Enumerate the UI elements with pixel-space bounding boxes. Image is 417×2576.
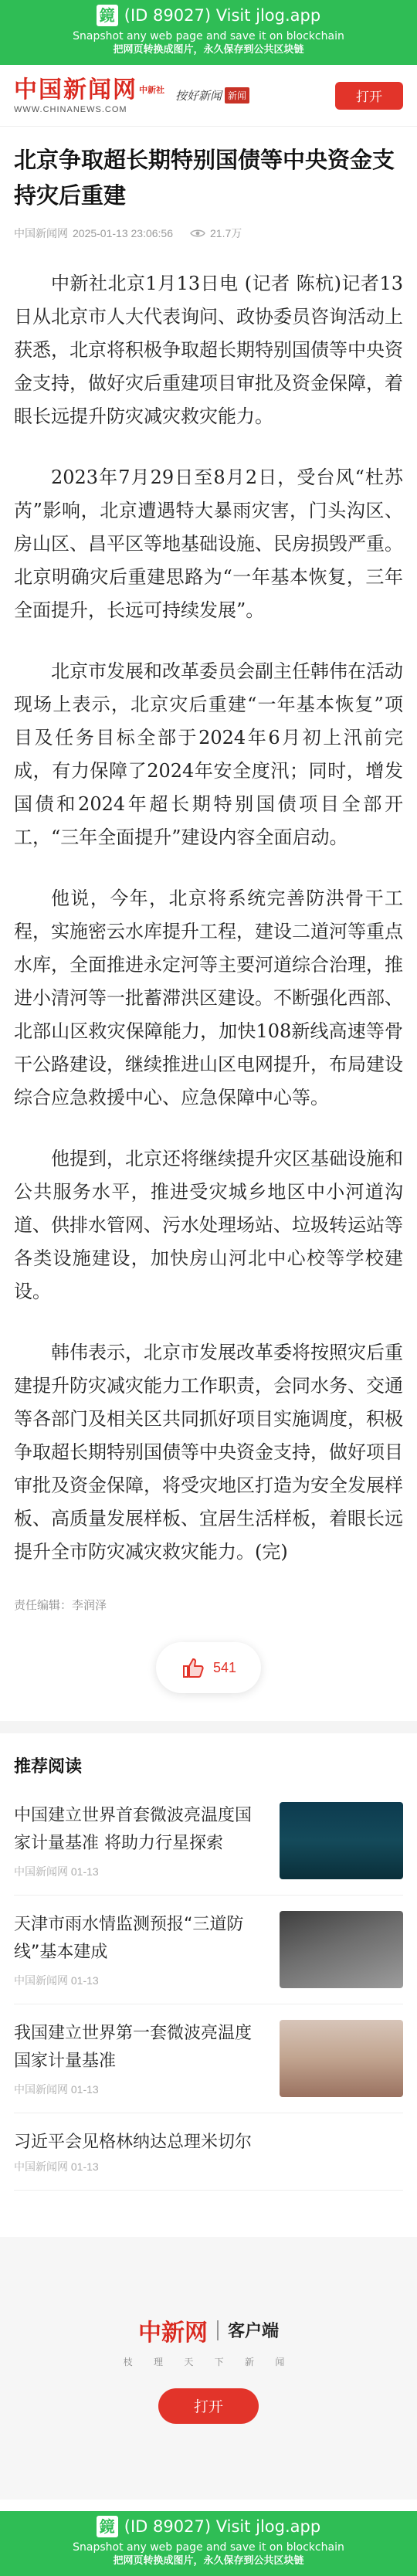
recommend-item[interactable]	[14, 1896, 403, 2004]
recommend-item-title[interactable]: 我国建立世界第一套微波亮温度国家计量基准	[14, 2024, 253, 2071]
recommend-item-title[interactable]: 习近平会见格林纳达总理米切尔	[14, 2133, 253, 2152]
article-paragraph: 韩伟表示，北京市发展改革委将按照灾后重建提升防灾减灾能力工作职责，会同水务、交通等各部门及相关区共同抓好项目实施调度，积极争取超长期特别国债等中央资金支持，做好项目审批及资金保障，将受灾地区打造为安全发展样板、高质量发展样板、宜居生活样板，着眼长远提升全市防灾减灾救灾能力。(完)	[14, 1342, 403, 1563]
jlog-top-banner[interactable]	[0, 0, 417, 65]
jlog-subtitle-en: Snapshot any web page and save it on blockchain	[73, 30, 344, 42]
footer-open-button[interactable]: 打开	[158, 2388, 259, 2424]
jlog-logo-icon: 鏡	[97, 2516, 118, 2537]
open-app-button[interactable]: 打开	[335, 82, 403, 110]
section-divider	[0, 1721, 417, 1733]
recommend-item[interactable]	[14, 1787, 403, 1896]
recommend-item-meta: 中国新闻网 01-13	[14, 2160, 99, 2173]
article-editor: 责任编辑：李润泽	[14, 1599, 107, 1612]
eye-icon	[190, 229, 205, 238]
footer-brand-name: 中新网	[137, 2319, 208, 2347]
article-source: 中国新闻网	[14, 227, 68, 239]
like-area	[14, 1642, 403, 1693]
footer-brand-separator	[217, 2320, 219, 2340]
site-header	[0, 65, 417, 127]
recommend-heading: 推荐阅读	[14, 1757, 83, 1777]
article-views: 21.7万	[210, 227, 242, 239]
recommend-item[interactable]	[14, 2113, 403, 2191]
thumbs-up-icon	[181, 1655, 205, 1680]
recommend-item[interactable]	[14, 2004, 403, 2113]
recommend-item-title[interactable]: 中国建立世界首套微波亮温度国家计量基准 将助力行星探索	[14, 1806, 253, 1853]
jlog-subtitle-cn: 把网页转换成图片，永久保存到公共区块链	[113, 44, 304, 56]
footer-brand	[138, 2313, 279, 2347]
jlog-bottom-banner[interactable]	[0, 2511, 417, 2576]
article-paragraph: 他提到，北京还将继续提升灾区基础设施和公共服务水平，推进受灾城乡地区中小河道沟道、供排水管网、污水处理场站、垃圾转运站等各类设施建设，加快房山河北中心校等学校建设。	[14, 1148, 403, 1302]
site-logo[interactable]	[14, 77, 164, 114]
app-download-footer	[0, 2237, 417, 2500]
article-paragraph: 他说，今年，北京将系统完善防洪骨干工程，实施密云水库提升工程，建设二道河等重点水库，全面推进永定河等主要河道综合治理，推进小清河等一批蓄滞洪区建设。不断强化西部、北部山区救灾保障能力，加快108新线高速等骨干公路建设，继续推进山区电网提升，布局建设综合应急救援中心、应急保障中心等。	[14, 888, 403, 1108]
article-body	[14, 267, 403, 1569]
article-paragraph: 中新社北京1月13日电 (记者 陈杭)记者13日从北京市人大代表询问、政协委员咨询活动上获悉，北京将积极争取超长期特别国债等中央资金支持，做好灾后重建项目审批及资金保障，着眼长远提升防灾减灾救灾能力。	[14, 273, 403, 427]
jlog-banner-headline[interactable]	[0, 0, 417, 26]
recommended-reading	[0, 1733, 417, 2191]
header-slogan: 按好新闻 新闻	[175, 87, 249, 104]
jlog-subtitle-cn: 把网页转换成图片，永久保存到公共区块链	[113, 2555, 304, 2567]
footer-client-label: 客户端	[227, 2322, 279, 2341]
article-meta	[14, 226, 403, 241]
article-time: 2025-01-13 23:06:56	[73, 227, 173, 239]
like-count: 541	[212, 1659, 237, 1675]
recommend-item-meta: 中国新闻网 01-13	[14, 1974, 99, 1987]
article-paragraph: 北京市发展和改革委员会副主任韩伟在活动现场上表示，北京灾后重建“一年基本恢复”项目及任务目标全部于2024年6月初上汛前完成，有力保障了2024年安全度汛；同时，增发国债和2024年超长期特别国债项目全部开工，“三年全面提升”建设内容全面启动。	[14, 660, 403, 848]
jlog-link-text[interactable]: (ID 89027) Visit jlog.app	[124, 2517, 321, 2536]
recommend-item-thumbnail[interactable]	[280, 2020, 403, 2097]
recommend-item-thumbnail[interactable]	[280, 1911, 403, 1988]
footer-slogan: 枝 理 天 下 新 闻	[123, 2356, 294, 2367]
like-button[interactable]	[156, 1642, 261, 1693]
recommend-item-meta: 中国新闻网 01-13	[14, 2083, 99, 2096]
recommend-item-thumbnail[interactable]	[280, 1802, 403, 1879]
jlog-logo-icon: 鏡	[97, 5, 118, 26]
jlog-banner-headline[interactable]	[0, 2511, 417, 2537]
article-paragraph: 2023年7月29日至8月2日，受台风“杜苏芮”影响，北京遭遇特大暴雨灾害，门头沟区、房山区、昌平区等地基础设施、民房损毁严重。北京明确灾后重建思路为“一年基本恢复，三年全面提升，长远可持续发展”。	[14, 467, 403, 621]
jlog-subtitle-en: Snapshot any web page and save it on blockchain	[73, 2541, 344, 2554]
brand-name-cn: 中国新闻网 $^{中新社}$	[14, 76, 164, 104]
jlog-link-text[interactable]: (ID 89027) Visit jlog.app	[124, 6, 321, 25]
brand-url: WWW.CHINANEWS.COM	[14, 104, 127, 114]
recommend-item-title[interactable]: 天津市雨水情监测预报“三道防线”基本建成	[14, 1915, 244, 1962]
article-title: 北京争取超长期特别国债等中央资金支持灾后重建	[14, 147, 395, 209]
recommend-item-meta: 中国新闻网 01-13	[14, 1865, 99, 1878]
article	[0, 127, 417, 1693]
